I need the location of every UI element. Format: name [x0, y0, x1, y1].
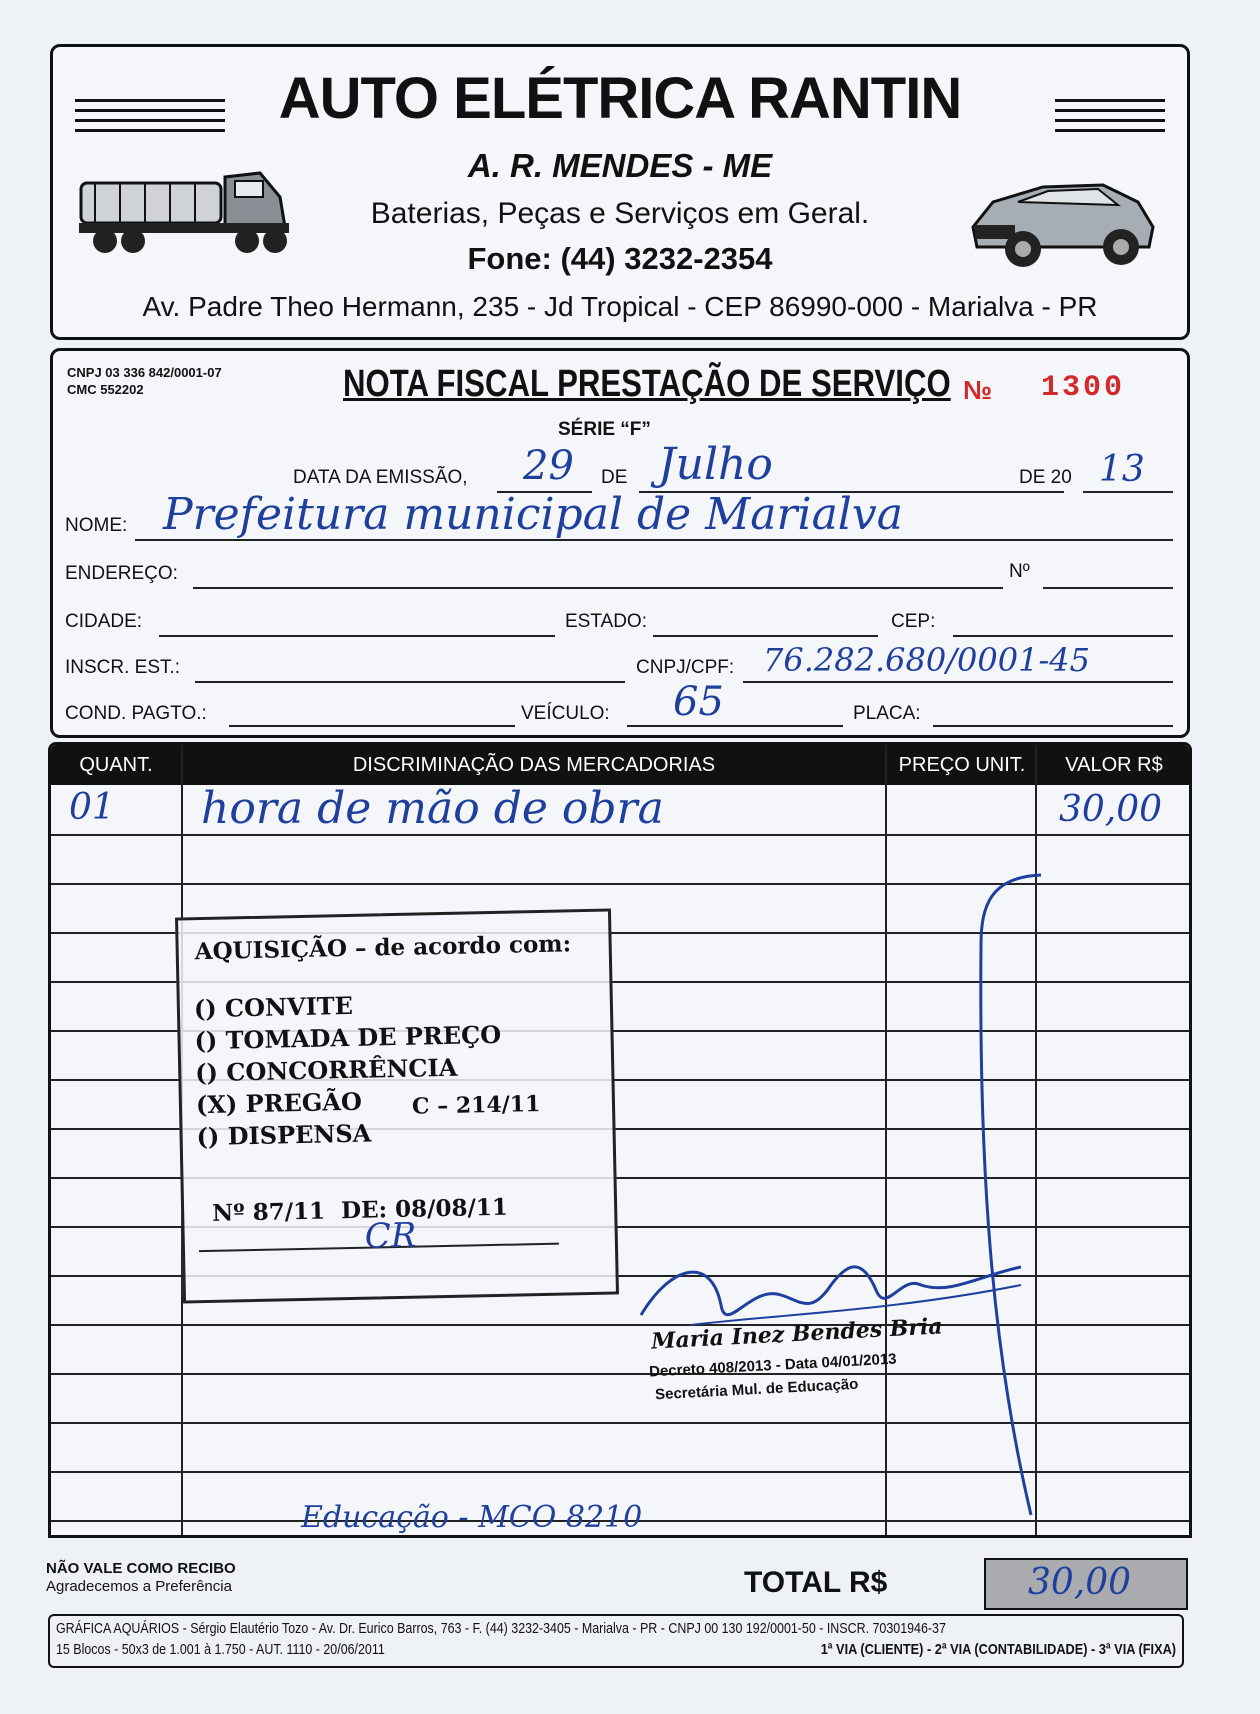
emission-year: 13: [1099, 449, 1145, 490]
company-phone: Fone: (44) 3232-2354: [467, 241, 773, 276]
stamp-number-line: Nº 87/11 DE: 08/08/11: [211, 1193, 509, 1227]
signer-role: Secretária Mul. de Educação: [654, 1375, 859, 1404]
acquisition-stamp: [175, 908, 619, 1303]
stamp-option-concorrencia: () CONCORRÊNCIA: [194, 1052, 458, 1088]
state-label: ESTADO:: [565, 611, 647, 632]
inscr-label: INSCR. EST.:: [65, 657, 181, 678]
address-line: [193, 579, 1003, 589]
signer-decree: Decreto 408/2013 - Data 04/01/2013: [648, 1350, 897, 1381]
header-quant: QUANT.: [79, 754, 153, 776]
no-receipt-note: NÃO VALE COMO RECIBO: [46, 1560, 236, 1577]
header-description: DISCRIMINAÇÃO DAS MERCADORIAS: [352, 754, 716, 776]
header-value: VALOR R$: [1065, 754, 1163, 776]
vehicle-label: VEÍCULO:: [521, 703, 610, 724]
printer-footer: [48, 1614, 1184, 1668]
city-label: CIDADE:: [65, 611, 143, 632]
year-label: DE 20: [1019, 467, 1072, 488]
signer-name: Maria Inez Bendes Bria: [650, 1313, 944, 1355]
budget-note: Educação - MCO 8210: [301, 1500, 643, 1535]
cnpj-label: CNPJ/CPF:: [636, 657, 735, 678]
address-number-label: Nº: [1009, 561, 1030, 582]
col-divider: [885, 745, 887, 1535]
invoice-number: 1300: [1041, 371, 1126, 405]
company-cnpj: CNPJ 03 336 842/0001-07: [67, 365, 222, 380]
bracket-mark: [931, 865, 1051, 1525]
company-cmc: CMC 552202: [67, 382, 144, 397]
invoice-info: [50, 348, 1190, 738]
cep-label: CEP:: [891, 611, 936, 632]
company-tagline: Baterias, Peças e Serviços em Geral.: [370, 197, 870, 230]
total-label: TOTAL R$: [744, 1566, 888, 1599]
stamp-option-tomada: () TOMADA DE PREÇO: [194, 1019, 502, 1056]
customer-cnpj: 76.282.680/0001-45: [763, 641, 1090, 679]
name-label: NOME:: [65, 515, 128, 536]
thanks-note: Agradecemos a Preferência: [46, 1578, 232, 1595]
emission-month: Julho: [658, 439, 773, 490]
row-value: 30,00: [1059, 789, 1163, 830]
row-quantity: 01: [69, 787, 115, 828]
header-unit-price: PREÇO UNIT.: [898, 754, 1026, 776]
row-description: hora de mão de obra: [201, 783, 664, 834]
printer-line1: GRÁFICA AQUÁRIOS - Sérgio Elautério Tozo - Av. Dr. Eurico Barros, 763 - F. (44) 3232-3405 - Marialva - PR - CNPJ 00 130 192/0001-50 - INSCR. 70301946-37: [56, 1620, 946, 1637]
stamp-initials: CR: [364, 1215, 417, 1257]
car-icon: [963, 147, 1163, 277]
vehicle-value: 65: [673, 679, 724, 725]
payment-line: [229, 717, 515, 727]
de-label: DE: [601, 467, 628, 488]
stamp-option-dispensa: () DISPENSA: [196, 1118, 372, 1152]
invoice-number-label: №: [963, 375, 992, 405]
city-line: [159, 627, 555, 637]
emission-day: 29: [523, 443, 574, 489]
invoice-title: NOTA FISCAL PRESTAÇÃO DE SERVIÇO: [343, 363, 951, 405]
company-address: Av. Padre Theo Hermann, 235 - Jd Tropical - CEP 86990-000 - Marialva - PR: [142, 291, 1098, 322]
company-header: [50, 44, 1190, 340]
stamp-option-pregao: (X) PREGÃO: [195, 1086, 363, 1120]
stamp-option-convite: () CONVITE: [193, 990, 354, 1024]
address-number-line: [1043, 579, 1173, 589]
row-line: [51, 834, 1189, 836]
cep-line: [953, 627, 1173, 637]
company-name: AUTO ELÉTRICA RANTIN: [278, 66, 962, 131]
stamp-pregao-ref: C – 214/11: [411, 1090, 541, 1120]
truck-icon: [75, 157, 295, 257]
payment-label: COND. PAGTO.:: [65, 703, 207, 724]
plate-line: [933, 717, 1173, 727]
state-line: [653, 627, 878, 637]
total-value: 30,00: [1028, 1562, 1132, 1603]
vehicle-line: [627, 717, 843, 727]
plate-label: PLACA:: [853, 703, 921, 724]
emission-date-label: DATA DA EMISSÃO,: [293, 467, 468, 488]
inscr-line: [195, 673, 625, 683]
company-owner: A. R. MENDES - ME: [467, 147, 773, 184]
items-table: [48, 742, 1192, 1538]
invoice-serie: SÉRIE “F”: [558, 419, 651, 440]
customer-name: Prefeitura municipal de Marialva: [163, 489, 903, 540]
printer-line2-left: 15 Blocos - 50x3 de 1.001 à 1.750 - AUT. 1110 - 20/06/2011: [56, 1641, 385, 1658]
printer-line2-right: 1ª VIA (CLIENTE) - 2ª VIA (CONTABILIDADE) - 3ª VIA (FIXA): [820, 1641, 1176, 1658]
stamp-title: AQUISIÇÃO – de acordo com:: [194, 930, 572, 966]
address-label: ENDEREÇO:: [65, 563, 178, 584]
